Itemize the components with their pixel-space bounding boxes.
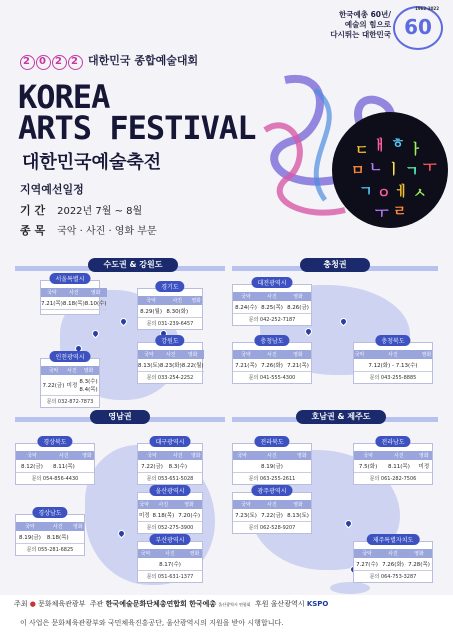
schedule-period bbox=[20, 202, 142, 218]
card-table bbox=[233, 292, 311, 314]
category-value: 국악 · 사진 · 영화 부문 bbox=[57, 226, 157, 237]
card-table bbox=[138, 549, 202, 571]
card-contact: 문의 042-252-7187 bbox=[248, 317, 296, 323]
col-header: 국악 bbox=[138, 549, 153, 558]
card-table bbox=[233, 500, 311, 522]
date-cell: 미정 bbox=[416, 460, 432, 473]
schedule-card bbox=[15, 439, 95, 485]
col-header: 국악 bbox=[41, 366, 66, 375]
year-digit: 2 bbox=[52, 55, 67, 70]
date-cell: 7.28(목) bbox=[406, 558, 432, 571]
date-cell: 7.22(금) bbox=[259, 509, 285, 522]
slogan-line-3: 다시뛰는 대한민국 bbox=[330, 30, 391, 39]
col-header: 영화 bbox=[416, 451, 432, 460]
category-label: 종 목 bbox=[20, 224, 46, 237]
date-cell: 8.18(목) bbox=[63, 297, 85, 310]
card-contact: 문의 054-856-4430 bbox=[31, 476, 79, 482]
col-header: 영화 bbox=[285, 500, 311, 509]
card-region-name: 충청남도 bbox=[254, 335, 289, 346]
schedule-card bbox=[137, 488, 203, 534]
organizer-1: 한국예술문화단체총연합회 bbox=[105, 600, 187, 608]
card-contact bbox=[41, 310, 99, 314]
card-region-name: 대전광역시 bbox=[252, 277, 293, 288]
footer-note: 이 사업은 문화체육관광부와 국민체육진흥공단, 울산광역시의 지원을 받아 시행합니다. bbox=[20, 619, 284, 627]
date-cell: 미정 bbox=[66, 375, 78, 396]
date-cell: 8.13(토) bbox=[138, 359, 160, 372]
card-table bbox=[233, 350, 311, 372]
schedule-category bbox=[20, 222, 157, 238]
card-region-name: 전라남도 bbox=[375, 436, 410, 447]
card-region-name: 전라북도 bbox=[254, 436, 289, 447]
date-cell bbox=[72, 531, 84, 544]
col-header: 사진 bbox=[382, 451, 416, 460]
date-cell bbox=[190, 305, 202, 318]
card-contact: 문의 052-275-3900 bbox=[146, 525, 194, 531]
slogan-line-1: 한국예총 60년/ bbox=[338, 10, 391, 19]
card-contact: 문의 051-631-1377 bbox=[146, 574, 194, 580]
svg-text:ㄴ: ㄴ bbox=[369, 160, 383, 176]
organizers bbox=[14, 599, 328, 609]
svg-text:ㄱ: ㄱ bbox=[359, 184, 373, 200]
date-cell: 8.24(수) bbox=[233, 301, 259, 314]
card-table bbox=[138, 451, 202, 473]
organizer-2: 한국예총 bbox=[189, 600, 217, 608]
region-label-chungcheong: 충청권 bbox=[300, 258, 370, 272]
col-header: 사진 bbox=[259, 500, 285, 509]
svg-text:ㄹ: ㄹ bbox=[393, 204, 407, 220]
col-header: 국악 bbox=[41, 288, 63, 297]
svg-text:ㄷ: ㄷ bbox=[355, 143, 369, 159]
host-name: 문화체육관광부 bbox=[38, 600, 86, 608]
subtitle: 대한민국예술축전 bbox=[22, 152, 162, 173]
card-contact: 문의 053-651-5028 bbox=[146, 476, 194, 482]
date-cell: 8.25(목) bbox=[259, 301, 285, 314]
host-label: 주최 bbox=[14, 600, 28, 608]
col-header: 국악 bbox=[16, 451, 48, 460]
col-header: 사진 bbox=[151, 500, 177, 509]
svg-text:ㅅ: ㅅ bbox=[413, 186, 427, 202]
schedule-card bbox=[353, 537, 433, 583]
card-table bbox=[16, 451, 94, 473]
date-cell: 7.27(수) bbox=[354, 558, 380, 571]
svg-text:ㅐ: ㅐ bbox=[373, 138, 387, 154]
date-cell bbox=[190, 460, 202, 473]
svg-text:ㅎ: ㅎ bbox=[391, 136, 405, 152]
date-cell bbox=[138, 558, 153, 571]
col-header: 영화 bbox=[285, 350, 311, 359]
col-header: 국악 bbox=[139, 502, 150, 508]
card-table bbox=[354, 350, 432, 372]
date-cell: 8.11(목) bbox=[382, 460, 416, 473]
region-label-sudo: 수도권 & 강원도 bbox=[88, 258, 178, 272]
col-header: 사진 bbox=[153, 549, 187, 558]
card-contact: 문의 064-753-3287 bbox=[369, 574, 417, 580]
svg-text:ㅏ: ㅏ bbox=[409, 142, 423, 158]
card-contact: 문의 061-282-7506 bbox=[369, 476, 417, 482]
date-cell bbox=[233, 460, 251, 473]
card-region-name: 경기도 bbox=[155, 281, 184, 292]
card-table bbox=[41, 366, 99, 396]
slogan-line-2: 예술의 힘으로 bbox=[344, 20, 391, 29]
date-cell: 8.19(금) bbox=[251, 460, 292, 473]
svg-text:ㅇ: ㅇ bbox=[377, 186, 391, 202]
sponsor-label: 후원 bbox=[255, 600, 269, 608]
date-cell: 8.30(화) bbox=[164, 305, 190, 318]
col-header: 영화 bbox=[191, 298, 202, 304]
svg-text:ㅁ: ㅁ bbox=[351, 163, 365, 179]
anniversary-60-logo bbox=[393, 6, 443, 50]
col-header: 사진 bbox=[48, 451, 80, 460]
schedule-card bbox=[232, 280, 312, 326]
schedule-card bbox=[353, 439, 433, 485]
date-cell: 8.10(수) bbox=[85, 297, 107, 310]
ribbon-graphic bbox=[255, 70, 453, 230]
date-cell: 8.12(금) bbox=[16, 460, 48, 473]
card-region-name: 광주광역시 bbox=[252, 485, 293, 496]
col-header: 영화 bbox=[182, 350, 204, 359]
card-table bbox=[138, 350, 204, 372]
date-cell: 7.20(수) bbox=[176, 509, 202, 522]
col-header: 영화 bbox=[176, 500, 202, 509]
col-header: 국악 bbox=[138, 296, 164, 305]
schedule-card bbox=[40, 354, 100, 408]
card-table bbox=[233, 451, 311, 473]
svg-text:ㅣ: ㅣ bbox=[387, 162, 401, 178]
col-header: 영화 bbox=[421, 352, 432, 358]
schedule-card bbox=[40, 276, 107, 315]
ministry-logo-icon: ● bbox=[29, 600, 36, 608]
svg-text:ㅜ: ㅜ bbox=[375, 206, 389, 222]
col-header: 영화 bbox=[85, 288, 107, 297]
col-header: 사진 bbox=[44, 522, 72, 531]
card-region-name: 대구광역시 bbox=[150, 436, 191, 447]
date-cell: 7.12(화) - 7.13(수) bbox=[365, 359, 421, 372]
col-header: 영화 bbox=[285, 292, 311, 301]
col-header: 국악 bbox=[16, 522, 44, 531]
date-cell bbox=[80, 460, 94, 473]
event-name: 대한민국 종합예술대회 bbox=[88, 54, 199, 67]
date-cell bbox=[354, 359, 365, 372]
col-header: 사진 bbox=[63, 288, 85, 297]
col-header: 영화 bbox=[80, 451, 94, 460]
date-cell: 8.17(수) bbox=[153, 558, 187, 571]
period-value: 2022년 7월 ~ 8월 bbox=[57, 206, 143, 217]
date-cell: 8.13(토) bbox=[285, 509, 311, 522]
svg-text:ㅜ: ㅜ bbox=[423, 160, 437, 176]
col-header: 사진 bbox=[259, 350, 285, 359]
date-cell: 8.18(목) bbox=[44, 531, 72, 544]
schedule-card bbox=[232, 488, 312, 534]
date-cell: 7.22(금) bbox=[138, 460, 166, 473]
card-contact: 문의 063-255-2611 bbox=[248, 476, 296, 482]
col-header: 국악 bbox=[233, 350, 259, 359]
card-region-name: 충청북도 bbox=[375, 335, 410, 346]
card-contact: 문의 043-255-8885 bbox=[369, 375, 417, 381]
sponsor-1: 울산광역시 bbox=[270, 600, 305, 608]
col-header: 국악 bbox=[354, 549, 380, 558]
schedule-card bbox=[353, 338, 433, 384]
card-contact: 문의 055-281-6825 bbox=[26, 547, 74, 553]
schedule-heading: 지역예선일정 bbox=[20, 183, 84, 196]
col-header: 영화 bbox=[187, 549, 202, 558]
col-header: 사진 bbox=[259, 292, 285, 301]
sponsor-2: KSPO bbox=[306, 600, 329, 608]
card-contact: 문의 032-872-7873 bbox=[46, 399, 94, 405]
col-header: 국악 bbox=[354, 352, 365, 358]
schedule-card bbox=[137, 439, 203, 485]
schedule-card bbox=[137, 284, 203, 330]
card-contact: 문의 041-555-4300 bbox=[248, 375, 296, 381]
card-contact: 문의 062-528-9207 bbox=[248, 525, 296, 531]
col-header: 사진 bbox=[365, 350, 421, 359]
col-header: 사진 bbox=[67, 368, 77, 374]
schedule-card bbox=[137, 338, 204, 384]
col-header: 영화 bbox=[293, 451, 311, 460]
card-region-name: 부산광역시 bbox=[150, 534, 191, 545]
period-label: 기 간 bbox=[20, 204, 46, 217]
card-region-name: 인천광역시 bbox=[50, 351, 91, 362]
date-cell: 8.19(금) bbox=[16, 531, 44, 544]
date-cell: 8.11(목) bbox=[48, 460, 80, 473]
date-cell: 7.26(화) bbox=[259, 359, 285, 372]
col-header: 국악 bbox=[233, 292, 259, 301]
col-header: 사진 bbox=[166, 451, 190, 460]
col-header: 국악 bbox=[138, 350, 160, 359]
slogan bbox=[330, 10, 391, 40]
badge-years: 1962-2022 bbox=[415, 6, 439, 11]
card-contact: 문의 033-254-2252 bbox=[146, 375, 194, 381]
col-header: 사진 bbox=[251, 451, 292, 460]
svg-text:ㅔ: ㅔ bbox=[395, 184, 409, 200]
map-jeju bbox=[330, 582, 370, 594]
organizer-3: 울산광역시 연합회 bbox=[218, 602, 251, 607]
schedule-card bbox=[232, 338, 312, 384]
date-cell bbox=[187, 558, 202, 571]
card-contact: 문의 031-239-6457 bbox=[146, 321, 194, 327]
col-header: 사진 bbox=[164, 296, 190, 305]
col-header: 국악 bbox=[233, 451, 251, 460]
region-label-yeongnam: 영남권 bbox=[90, 410, 150, 424]
card-region-name: 강원도 bbox=[155, 335, 184, 346]
title-line-1: KOREA bbox=[18, 78, 110, 116]
col-header: 영화 bbox=[72, 524, 83, 530]
year-digit: 0 bbox=[36, 55, 51, 70]
date-cell: 8.22(월) bbox=[182, 359, 204, 372]
event-heading bbox=[20, 52, 198, 70]
col-header: 영화 bbox=[406, 549, 432, 558]
col-header: 국악 bbox=[138, 451, 166, 460]
card-region-name: 울산광역시 bbox=[150, 485, 191, 496]
region-label-honam: 호남권 & 제주도 bbox=[296, 410, 386, 424]
date-cell: 7.5(화) bbox=[354, 460, 382, 473]
organizer-label: 주관 bbox=[89, 600, 104, 608]
date-cell: 8.3(수) bbox=[166, 460, 190, 473]
date-cell: 7.26(화) bbox=[380, 558, 406, 571]
col-header: 사진 bbox=[380, 549, 406, 558]
date-cell: 8.29(월) bbox=[138, 305, 164, 318]
col-header: 영화 bbox=[190, 453, 201, 459]
date-cell: 8.26(금) bbox=[285, 301, 311, 314]
date-cell: 미정 bbox=[138, 509, 151, 522]
card-table bbox=[41, 288, 107, 310]
col-header: 영화 bbox=[78, 366, 99, 375]
col-header: 국악 bbox=[354, 451, 382, 460]
date-cell: 7.22(금) bbox=[41, 375, 66, 396]
card-table bbox=[354, 549, 432, 571]
card-region-name: 경상북도 bbox=[37, 436, 72, 447]
card-region-name: 경상남도 bbox=[32, 507, 67, 518]
date-cell: 8.18(목) bbox=[151, 509, 177, 522]
schedule-card bbox=[137, 537, 203, 583]
year-digit: 2 bbox=[20, 55, 35, 70]
card-table bbox=[354, 451, 432, 473]
date-cell bbox=[293, 460, 311, 473]
col-header: 사진 bbox=[160, 350, 182, 359]
date-cell: 7.21(목) bbox=[233, 359, 259, 372]
card-region-name: 서울특별시 bbox=[50, 273, 91, 284]
card-region-name: 제주특별자치도 bbox=[367, 534, 420, 545]
date-cell: 7.21(목) bbox=[285, 359, 311, 372]
date-cell: 7.23(토) bbox=[233, 509, 259, 522]
schedule-card bbox=[15, 510, 85, 556]
year-digit: 2 bbox=[68, 55, 83, 70]
card-table bbox=[16, 522, 84, 544]
title-line-2: ARTS FESTIVAL bbox=[18, 109, 256, 147]
schedule-card bbox=[232, 439, 312, 485]
col-header: 국악 bbox=[233, 500, 259, 509]
svg-text:ㄱ: ㄱ bbox=[405, 164, 419, 180]
card-table bbox=[138, 296, 202, 318]
card-table bbox=[138, 500, 202, 522]
date-cell: 7.21(목) bbox=[41, 297, 63, 310]
date-cell bbox=[421, 359, 432, 372]
badge-number: 60 bbox=[404, 15, 432, 39]
date-cell: 8.3(수) 8.4(목) bbox=[78, 375, 99, 396]
date-cell: 8.23(화) bbox=[160, 359, 182, 372]
